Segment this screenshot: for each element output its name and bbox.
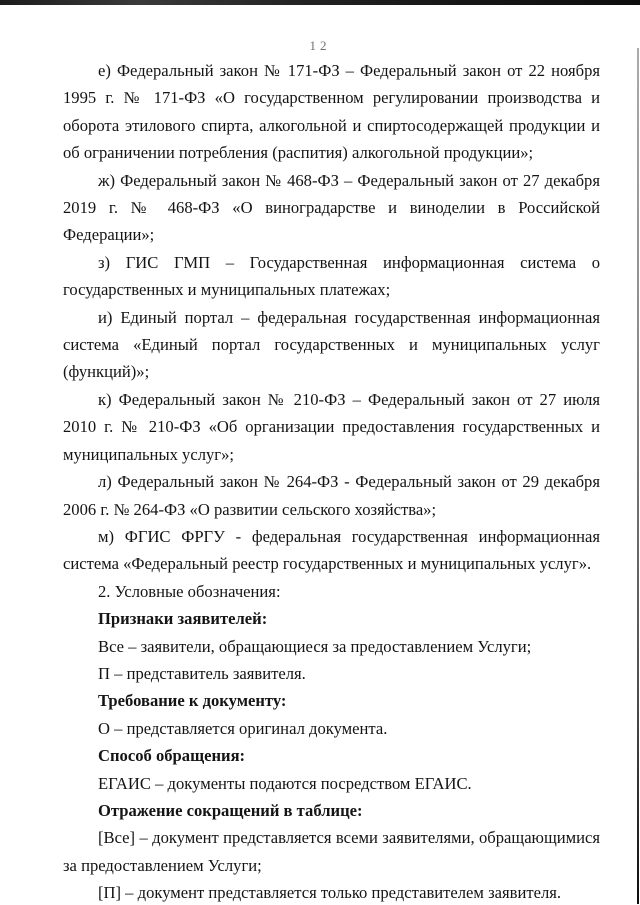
section-heading: Требование к документу: [98, 691, 287, 711]
paragraph: 2. Условные обозначения: [98, 581, 281, 601]
section-heading: Способ обращения: [98, 746, 246, 766]
paragraph: О – представляется оригинал документа. [98, 718, 388, 738]
page-number: 12 [309, 38, 331, 53]
paragraph: е) Федеральный закон № 171-ФЗ – Федеральный закон от 22 ноября 1995 г. № 171-ФЗ «О государственном регулировании производства и оборота этилового спирта, алкогольной и спиртосодержащей продукции и об ограничении потребления (распития) алкогольной продукции»; [63, 61, 600, 163]
paragraph: [П] – документ представляется только представителем заявителя. [98, 883, 562, 903]
paragraph: ж) Федеральный закон № 468-ФЗ – Федеральный закон от 27 декабря 2019 г. № 468-ФЗ «О виноградарстве и виноделии в Российской Федерации»; [63, 170, 600, 245]
paragraph: м) ФГИС ФРГУ - федеральная государственная информационная система «Федеральный реестр государственных и муниципальных услуг». [63, 526, 600, 574]
paragraph: к) Федеральный закон № 210-ФЗ – Федеральный закон от 27 июля 2010 г. № 210-ФЗ «Об организации предоставления государственных и муниципальных услуг»; [63, 389, 600, 464]
paragraph: л) Федеральный закон № 264-ФЗ - Федеральный закон от 29 декабря 2006 г. № 264-ФЗ «О развитии сельского хозяйства»; [63, 472, 600, 519]
scan-edge-top [0, 0, 640, 5]
paragraph: [Все] – документ представляется всеми заявителями, обращающимися за предоставлением Услуги; [63, 828, 600, 875]
section-heading: Отражение сокращений в таблице: [98, 800, 363, 820]
paragraph: з) ГИС ГМП – Государственная информационная система о государственных и муниципальных платежах; [63, 252, 600, 300]
paragraph: Все – заявители, обращающиеся за предоставлением Услуги; [98, 636, 532, 656]
paragraph: ЕГАИС – документы подаются посредством ЕГАИС. [98, 773, 472, 793]
section-heading: Признаки заявителей: [98, 609, 268, 629]
scan-edge-right [637, 48, 639, 904]
paragraph: и) Единый портал – федеральная государственная информационная система «Единый портал государственных и муниципальных услуг (функций)»; [63, 307, 600, 382]
paragraph: П – представитель заявителя. [98, 663, 306, 683]
document-body [63, 57, 600, 905]
